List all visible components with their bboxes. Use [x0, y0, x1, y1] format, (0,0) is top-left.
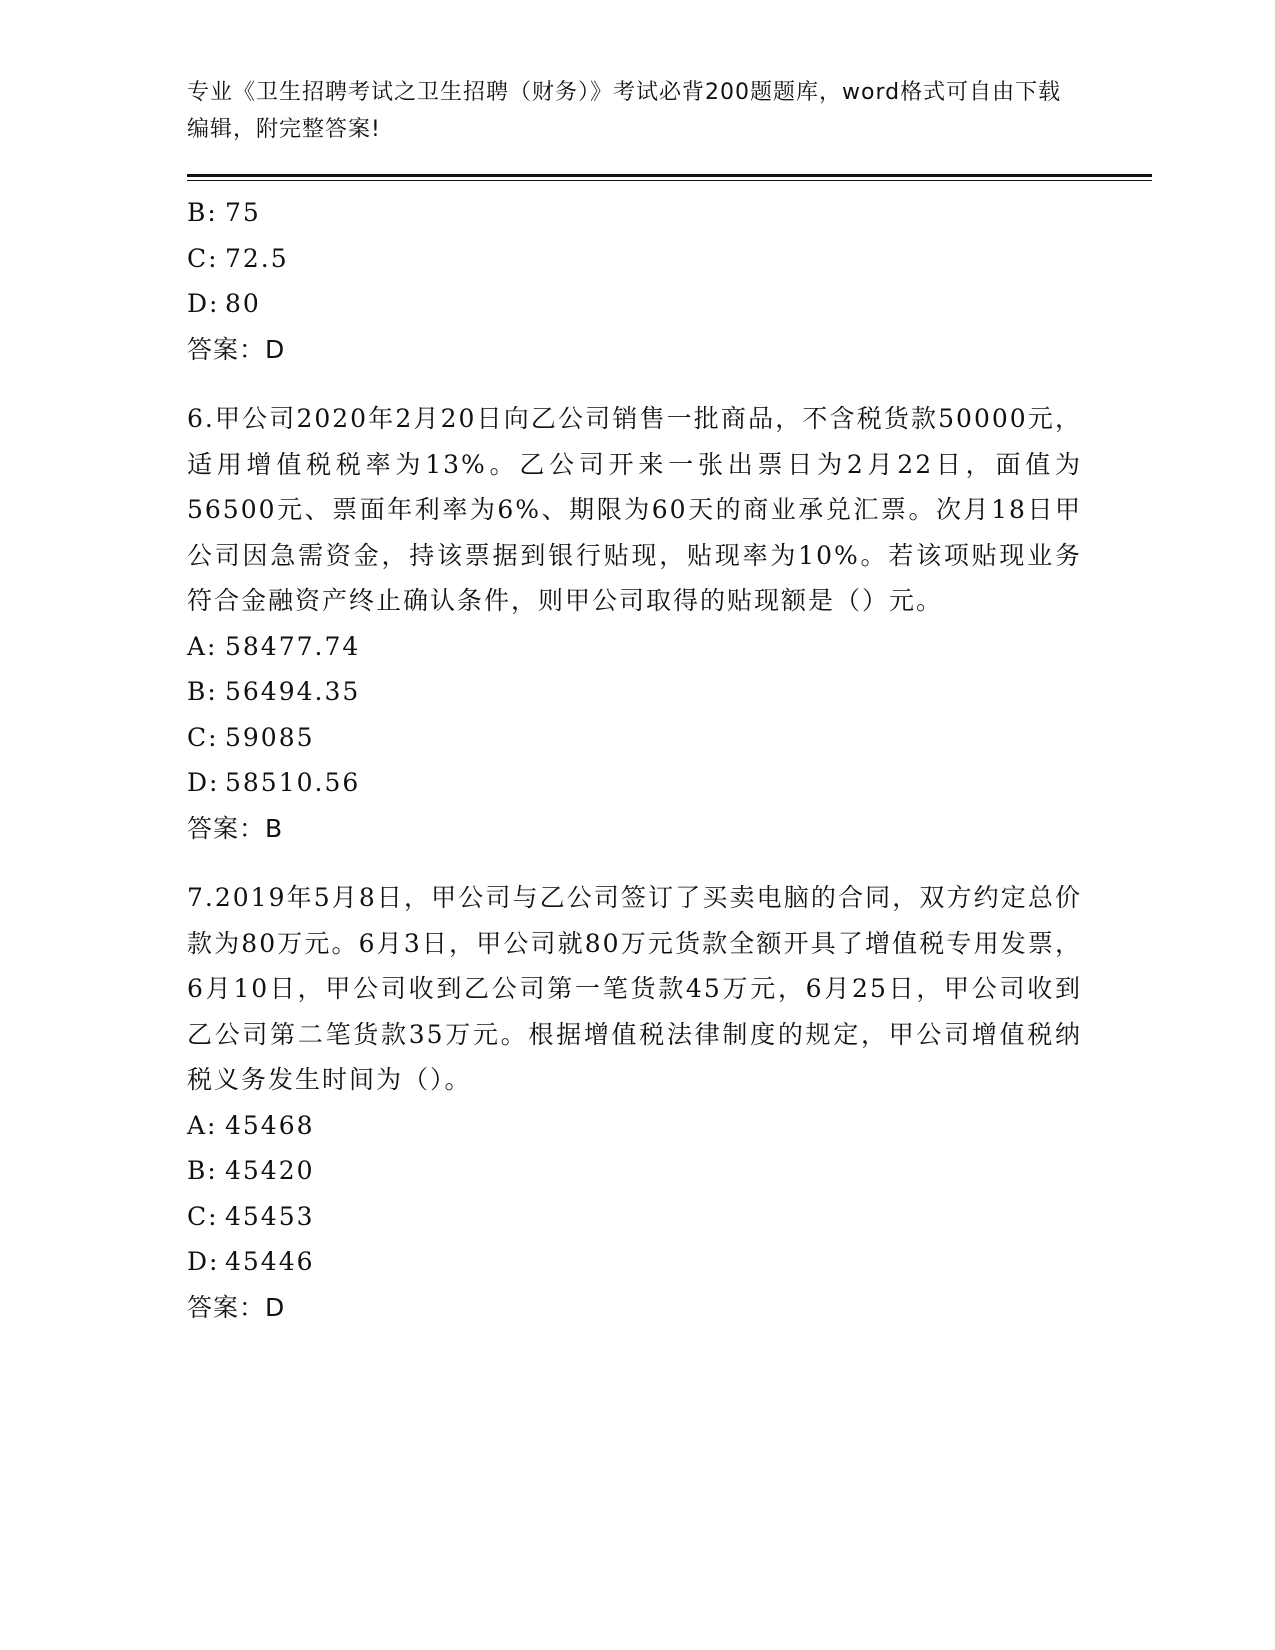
option-a: [187, 624, 1087, 670]
option-label: A:: [187, 1110, 218, 1140]
option-value: 45420: [225, 1156, 315, 1185]
question-text: 6.甲公司2020年2月20日向乙公司销售一批商品，不含税货款50000元，适用增值税税率为13%。乙公司开来一张出票日为2月22日，面值为56500元、票面年利率为6%、期限为60天的商业承兑汇票。次月18日甲公司因急需资金，持该票据到银行贴现，贴现率为10%。若该项贴现业务符合金融资产终止确认条件，则甲公司取得的贴现额是（）元。: [187, 404, 1082, 615]
option-label: B:: [187, 1156, 218, 1185]
question-6: [187, 396, 1087, 851]
option-value: 80: [225, 289, 261, 318]
option-value: 45468: [225, 1110, 315, 1140]
option-a: [187, 1103, 1087, 1149]
prev-question-block: [187, 190, 1087, 372]
option-label: A:: [187, 631, 218, 661]
option-value: 45446: [225, 1247, 315, 1276]
answer-line: 答案：D: [187, 334, 286, 364]
option-value: 75: [225, 198, 261, 227]
option-label: C:: [187, 722, 219, 752]
document-body: [187, 190, 1087, 1330]
option-label: C:: [187, 1201, 219, 1231]
answer-line: 答案：D: [187, 1292, 286, 1322]
question-7: [187, 875, 1087, 1330]
question-text: 7.2019年5月8日，甲公司与乙公司签订了买卖电脑的合同，双方约定总价款为80万元。6月3日，甲公司就80万元货款全额开具了增值税专用发票，6月10日，甲公司收到乙公司第一笔货款45万元，6月25日，甲公司收到乙公司第二笔货款35万元。根据增值税法律制度的规定，甲公司增值税纳税义务发生时间为（）。: [187, 883, 1082, 1094]
option-b: [187, 1148, 1087, 1194]
option-value: 58477.74: [225, 631, 361, 661]
option-value: 58510.56: [225, 768, 361, 797]
option-value: 59085: [225, 722, 315, 752]
option-b: [187, 190, 1087, 236]
option-label: D:: [187, 289, 220, 318]
option-label: D:: [187, 768, 220, 797]
header-rule-thin: [187, 180, 1152, 181]
option-label: C:: [187, 243, 219, 273]
option-value: 45453: [225, 1201, 315, 1231]
option-c: [187, 236, 1087, 282]
option-label: B:: [187, 677, 218, 706]
header-rule-thick: [187, 174, 1152, 177]
option-d: [187, 760, 1087, 806]
option-value: 56494.35: [225, 677, 361, 706]
option-b: [187, 669, 1087, 715]
option-c: [187, 715, 1087, 761]
page-header: 专业《卫生招聘考试之卫生招聘（财务）》考试必背200题题库，word格式可自由下载编辑，附完整答案!: [187, 80, 1062, 142]
answer-line: 答案：B: [187, 813, 284, 843]
option-label: B:: [187, 198, 218, 227]
option-d: [187, 1239, 1087, 1285]
option-d: [187, 281, 1087, 327]
option-c: [187, 1194, 1087, 1240]
option-label: D:: [187, 1247, 220, 1276]
option-value: 72.5: [225, 243, 289, 273]
